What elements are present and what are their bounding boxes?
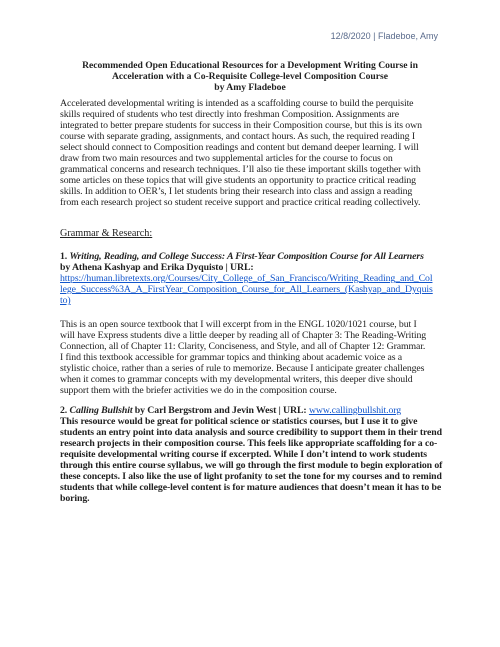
resource-2-title: Calling Bullshit bbox=[69, 405, 133, 416]
title-line: Recommended Open Educational Resources for a Development Writing Course in bbox=[82, 60, 418, 71]
resource-1-desc-line: I find this textbook accessible for grammar topics and thinking about academic voice as a bbox=[60, 352, 403, 364]
resource-1-authors: by Athena Kashyap and Erika Dyquisto | URL: bbox=[60, 262, 254, 274]
resource-2-title-line bbox=[60, 405, 442, 416]
resource-2-desc-line: research projects in their composition course. This feels like appropriate scaffolding for a co- bbox=[60, 438, 438, 450]
resource-1-desc-line: This is an open source textbook that I will excerpt from in the ENGL 1020/1021 course, but I bbox=[60, 319, 417, 330]
resource-2-authors: by Carl Bergstrom and Jevin West | URL: bbox=[132, 405, 309, 416]
intro-line: skills. In addition to OER’s, I let students bring their research into class and assign a reading bbox=[60, 186, 413, 198]
title-line: Acceleration with a Co-Requisite College-level Composition Course bbox=[111, 71, 389, 83]
intro-line: from each research project so student receive support and practice critical reading collectively. bbox=[60, 197, 421, 209]
resource-2-url[interactable]: www.callingbullshit.org bbox=[308, 405, 402, 416]
resource-2-desc-line: these concepts. I also like the use of light profanity to set the tone for my courses and to remind bbox=[60, 471, 442, 483]
resource-2-desc-line: requisite developmental writing course if excerpted. While I don’t intend to work students bbox=[60, 449, 427, 461]
resource-1-title: Writing, Reading, and College Success: A First-Year Composition Course for All Learners bbox=[69, 251, 424, 262]
header-meta: 12/8/2020 | Fladeboe, Amy bbox=[330, 31, 438, 41]
intro-paragraph bbox=[60, 98, 442, 208]
resource-2-desc-line: This resource would be great for political science or statistics courses, but I use it to give bbox=[60, 416, 418, 428]
intro-line: course with separate grading, assignments, and contact hours. As such, the required reading I bbox=[60, 131, 415, 143]
intro-line: draw from two main resources and two supplemental articles for the course to focus on bbox=[60, 153, 393, 165]
section-heading: Grammar & Research: bbox=[60, 228, 153, 239]
intro-line: Accelerated developmental writing is intended as a scaffolding course to build the perquisite bbox=[60, 98, 414, 109]
resource-1-title-line bbox=[60, 251, 442, 262]
resource-2 bbox=[60, 405, 442, 504]
resource-2-desc-line: students an entry point into data analysis and source credibility to support them in their trend bbox=[60, 427, 442, 439]
resource-1-url-line[interactable]: lege_Success%3A_A_FirstYear_Composition_Course_for_All_Learners_(Kashyap_and_Dyquis bbox=[60, 284, 433, 296]
resource-2-desc-line: through this entire course syllabus, we will go through the first module to begin exploration of bbox=[60, 460, 443, 472]
intro-line: skills required of students who test directly into freshman Composition. Assignments are bbox=[60, 109, 399, 121]
resource-1-url-line[interactable]: https://human.libretexts.org/Courses/City_College_of_San_Francisco/Writing_Reading_and_Col bbox=[60, 273, 433, 285]
intro-line: grammatical concerns and research techniques. I’ll also tie these important skills together with bbox=[60, 164, 421, 176]
intro-line: integrated to better prepare students for success in their Composition course, but this is its own bbox=[60, 120, 422, 132]
resource-1-description bbox=[60, 319, 442, 396]
intro-line: select should connect to Composition readings and content but demand deeper learning. I will bbox=[60, 142, 419, 154]
document-title bbox=[60, 60, 440, 94]
resource-1-desc-line: Connection, all of Chapter 11: Clarity, Conciseness, and Style, and all of Chapter 12: Grammar. bbox=[60, 341, 426, 353]
resource-1-desc-line: will have Express students dive a little deeper by reading all of Chapter 3: The Reading-Writing bbox=[60, 330, 427, 342]
resource-1-desc-line: stylistic choice, rather than a series of rule to memorize. Because I anticipate greater challenges bbox=[60, 363, 425, 375]
title-line: by Amy Fladeboe bbox=[214, 82, 286, 94]
resource-1-url-line[interactable]: to) bbox=[60, 295, 71, 307]
intro-line: some articles on these topics that will give students an opportunity to practice critical reading bbox=[60, 175, 416, 187]
resource-1-desc-line: support them with the briefer activities we do in the composition course. bbox=[60, 385, 337, 397]
resource-2-desc-line: students that while college-level content is for mature audiences that doesn’t mean it has to be bbox=[60, 482, 442, 494]
resource-2-number: 2. bbox=[60, 405, 68, 416]
resource-1-number: 1. bbox=[60, 251, 68, 262]
resource-1-desc-line: when it comes to grammar concepts with my developmental writers, this deeper dive should bbox=[60, 374, 413, 386]
resource-1 bbox=[60, 251, 442, 306]
resource-2-desc-line: boring. bbox=[60, 493, 90, 505]
